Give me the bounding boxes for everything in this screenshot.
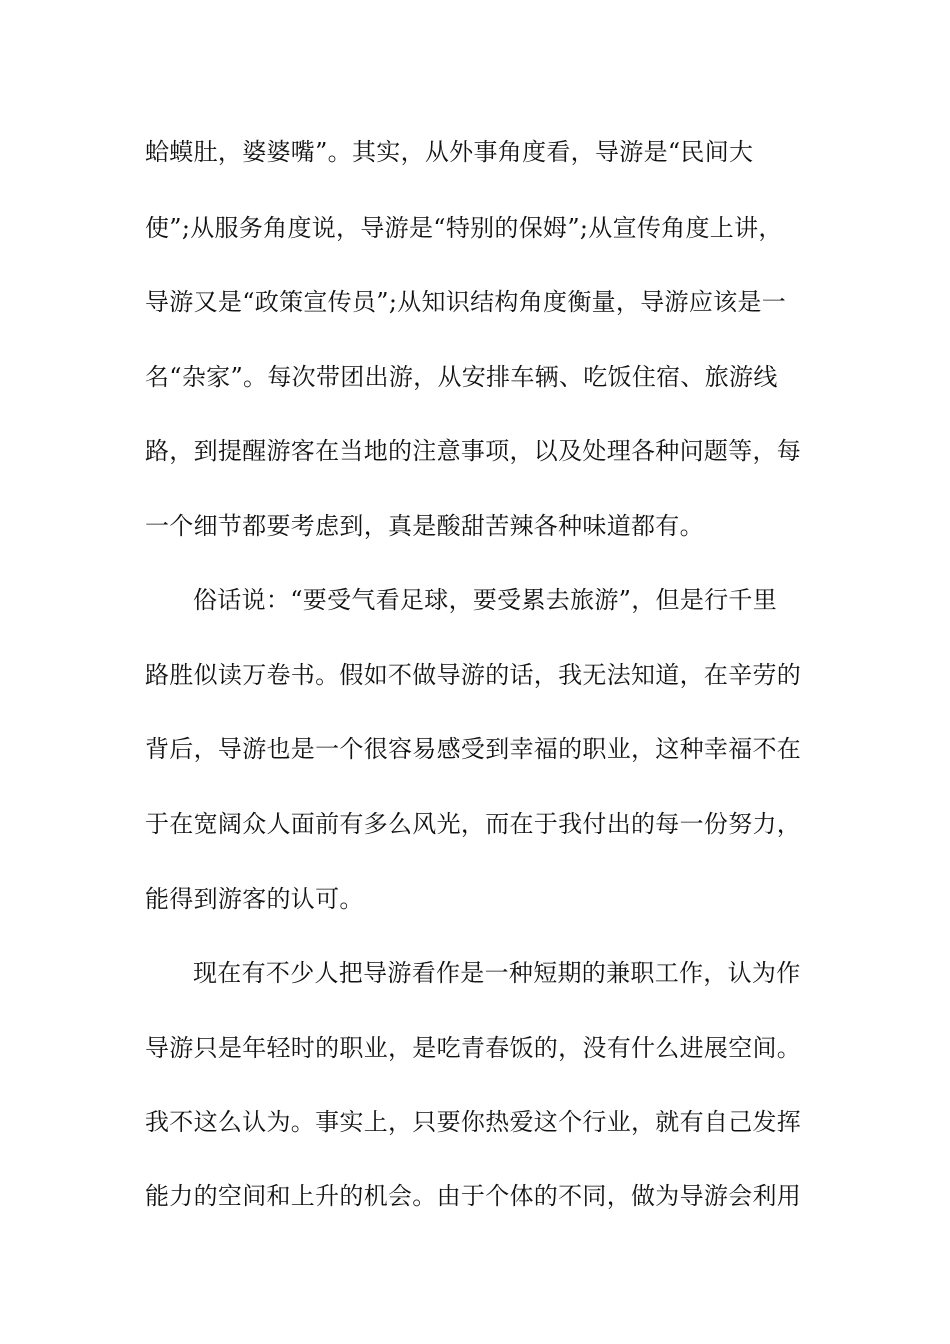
paragraph-line: 路，到提醒游客在当地的注意事项，以及处理各种问题等，每 [145, 437, 802, 465]
paragraph-first-line: 俗话说：“要受气看足球，要受累去旅游”，但是行千里 [193, 586, 778, 614]
paragraph-line: 于在宽阔众人面前有多么风光，而在于我付出的每一份努力， [145, 810, 802, 838]
paragraph-line: 能力的空间和上升的机会。由于个体的不同，做为导游会利用 [145, 1182, 802, 1210]
paragraph-line: 路胜似读万卷书。假如不做导游的话，我无法知道，在辛劳的 [145, 661, 802, 689]
paragraph-first-line: 现在有不少人把导游看作是一种短期的兼职工作，认为作 [193, 959, 801, 987]
paragraph-line: 能得到游客的认可。 [145, 885, 364, 913]
paragraph-line: 蛤蟆肚，婆婆嘴”。其实，从外事角度看，导游是“民间大 [145, 138, 754, 166]
paragraph-line: 导游只是年轻时的职业，是吃青春饭的，没有什么进展空间。 [145, 1034, 802, 1062]
paragraph-line: 一个细节都要考虑到，真是酸甜苦辣各种味道都有。 [145, 512, 704, 540]
paragraph-line: 使”;从服务角度说，导游是“特别的保姆”;从宣传角度上讲， [145, 214, 783, 242]
paragraph-line: 背后，导游也是一个很容易感受到幸福的职业，这种幸福不在 [145, 735, 802, 763]
paragraph-line: 名“杂家”。每次带团出游，从安排车辆、吃饭住宿、旅游线 [145, 363, 778, 391]
paragraph-line: 我不这么认为。事实上，只要你热爱这个行业，就有自己发挥 [145, 1108, 802, 1136]
paragraph-line: 导游又是“政策宣传员”;从知识结构角度衡量，导游应该是一 [145, 288, 787, 316]
